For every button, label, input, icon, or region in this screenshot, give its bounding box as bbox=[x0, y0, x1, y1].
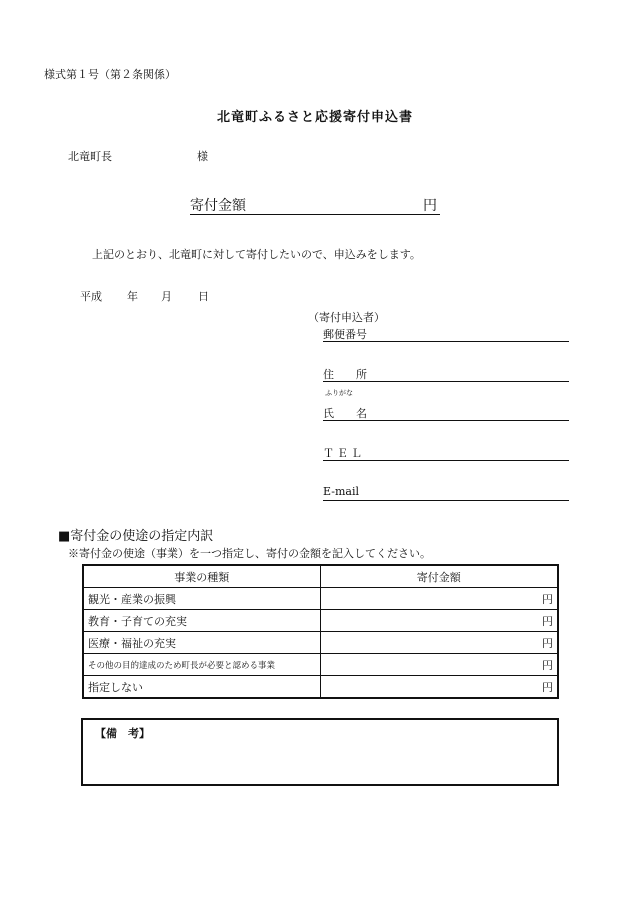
applicant-heading: （寄付申込者） bbox=[308, 311, 385, 324]
tel-field[interactable] bbox=[323, 445, 569, 461]
purpose-section-title: ■寄付金の使途の指定内訳 bbox=[58, 529, 214, 544]
tel-label: ＴＥＬ bbox=[323, 447, 365, 460]
table-row bbox=[83, 676, 558, 699]
table-row bbox=[83, 654, 558, 676]
date-month: 月 bbox=[161, 290, 172, 303]
remarks-label: 【備 考】 bbox=[95, 727, 150, 740]
postal-code-label: 郵便番号 bbox=[323, 328, 367, 341]
purpose-amount-cell[interactable]: 円 bbox=[320, 610, 558, 632]
table-header-row bbox=[83, 565, 558, 588]
postal-code-field[interactable] bbox=[323, 326, 569, 342]
date-year: 年 bbox=[127, 290, 138, 303]
purpose-amount-cell[interactable]: 円 bbox=[320, 632, 558, 654]
column-header-type: 事業の種類 bbox=[83, 565, 320, 588]
column-header-amount: 寄付金額 bbox=[320, 565, 558, 588]
amount-label: 寄付金額 bbox=[190, 198, 246, 214]
remarks-box[interactable] bbox=[81, 718, 559, 786]
email-field[interactable] bbox=[323, 485, 569, 501]
purpose-label: その他の目的達成のため町長が必要と認める事業 bbox=[83, 654, 320, 676]
table-row bbox=[83, 610, 558, 632]
purpose-amount-cell[interactable]: 円 bbox=[320, 676, 558, 699]
address-field[interactable] bbox=[323, 366, 569, 382]
name-label: 氏 名 bbox=[323, 407, 367, 420]
purpose-table bbox=[82, 564, 559, 699]
addressee: 北竜町長 bbox=[68, 150, 112, 163]
date-day: 日 bbox=[198, 290, 209, 303]
form-number: 様式第１号（第２条関係） bbox=[44, 68, 176, 81]
address-label: 住 所 bbox=[323, 368, 367, 381]
purpose-amount-cell[interactable]: 円 bbox=[320, 654, 558, 676]
table-row bbox=[83, 588, 558, 610]
purpose-label: 教育・子育ての充実 bbox=[83, 610, 320, 632]
furigana-label: ふりがな bbox=[325, 389, 353, 397]
purpose-label: 指定しない bbox=[83, 676, 320, 699]
amount-unit: 円 bbox=[423, 198, 437, 214]
email-label: E-mail bbox=[323, 485, 359, 498]
purpose-label: 医療・福祉の充実 bbox=[83, 632, 320, 654]
purpose-label: 観光・産業の振興 bbox=[83, 588, 320, 610]
purpose-section-note: ※寄付金の使途（事業）を一つ指定し、寄付の金額を記入してください。 bbox=[68, 547, 431, 560]
table-row bbox=[83, 632, 558, 654]
statement: 上記のとおり、北竜町に対して寄付したいので、申込みをします。 bbox=[92, 248, 421, 261]
name-field[interactable] bbox=[323, 405, 569, 421]
purpose-amount-cell[interactable]: 円 bbox=[320, 588, 558, 610]
date-era: 平成 bbox=[80, 290, 102, 303]
document-title: 北竜町ふるさと応援寄付申込書 bbox=[216, 110, 413, 125]
honorific: 様 bbox=[197, 150, 208, 163]
